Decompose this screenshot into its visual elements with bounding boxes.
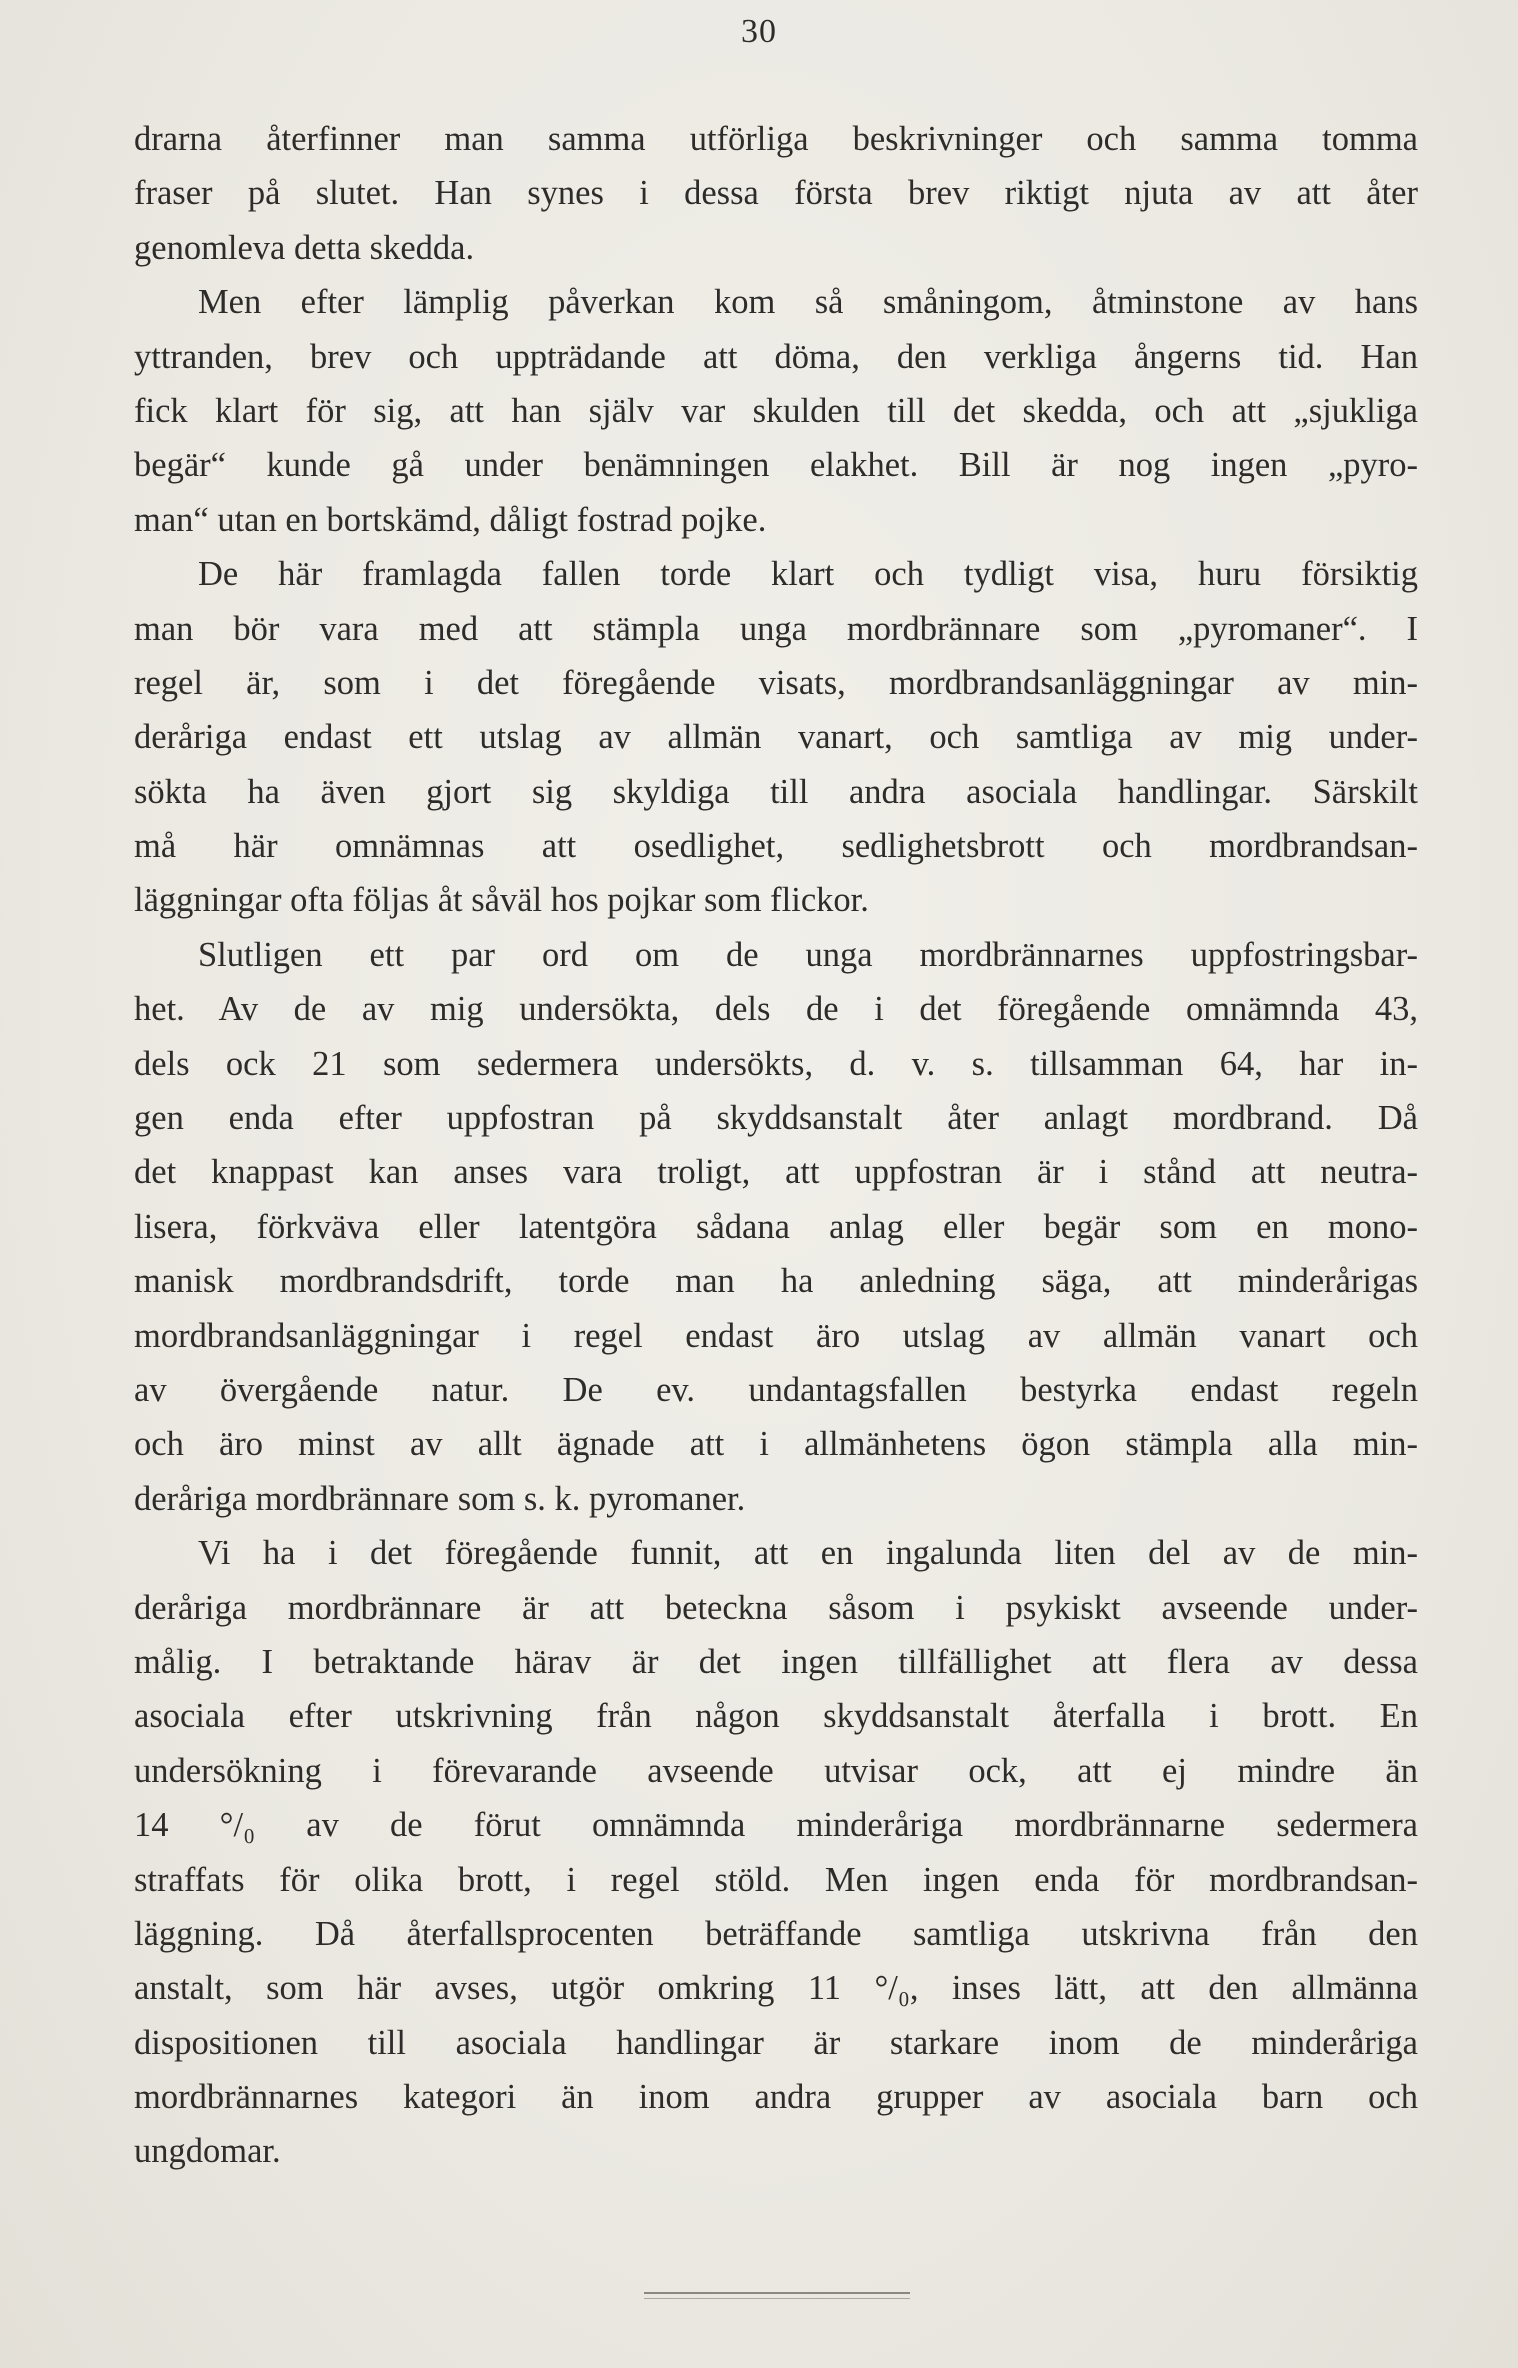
text-line: deråriga endast ett utslag av allmän vanart, och samtliga av mig under- — [134, 718, 1418, 757]
text-line: asociala efter utskrivning från någon skyddsanstalt återfalla i brott. En — [134, 1697, 1418, 1736]
text-line: drarna återfinner man samma utförliga beskrivninger och samma tomma — [134, 120, 1418, 158]
text-line: mordbrandsanläggningar i regel endast äro utslag av allmän vanart och — [134, 1316, 1418, 1355]
text-line: De här framlagda fallen torde klart och tydligt visa, huru försiktig — [198, 555, 1418, 594]
text-line: och äro minst av allt ägnade att i allmänhetens ögon stämpla alla min- — [134, 1425, 1418, 1464]
text-line: fick klart för sig, att han själv var skulden till det skedda, och att „sjukliga — [134, 391, 1418, 430]
text-line: målig. I betraktande härav är det ingen tillfällighet att flera av dessa — [134, 1642, 1418, 1681]
text-line: man bör vara med att stämpla unga mordbrännare som „pyromaner“. I — [134, 609, 1418, 648]
text-line: Vi ha i det föregående funnit, att en ingalunda liten del av de min- — [198, 1534, 1418, 1573]
text-line: deråriga mordbrännare är att beteckna såsom i psykiskt avseende under- — [134, 1588, 1418, 1627]
text-line: manisk mordbrandsdrift, torde man ha anledning säga, att minderårigas — [134, 1262, 1418, 1301]
text-line: må här omnämnas att osedlighet, sedlighetsbrott och mordbrandsan- — [134, 827, 1418, 866]
text-line: Men efter lämplig påverkan kom så småningom, åtminstone av hans — [198, 283, 1418, 322]
text-line: dels ock 21 som sedermera undersökts, d. v. s. tillsamman 64, har in- — [134, 1044, 1418, 1083]
text-line: 14 °/₀ av de förut omnämnda minderåriga mordbrännarne sedermera — [134, 1806, 1418, 1845]
text-line: läggningar ofta följas åt såväl hos pojkar som flickor. — [134, 881, 869, 920]
text-line: undersökning i förevarande avseende utvisar ock, att ej mindre än — [134, 1751, 1418, 1790]
text-line: dispositionen till asociala handlingar är starkare inom de minderåriga — [134, 2023, 1418, 2062]
text-line: genomleva detta skedda. — [134, 228, 475, 267]
text-line: Slutligen ett par ord om de unga mordbrännarnes uppfostringsbar- — [198, 935, 1418, 974]
text-line: regel är, som i det föregående visats, mordbrandsanläggningar av min- — [134, 663, 1418, 702]
text-line: det knappast kan anses vara troligt, att uppfostran är i stånd att neutra- — [134, 1153, 1418, 1192]
text-line: man“ utan en bortskämd, dåligt fostrad pojke. — [134, 500, 767, 539]
page-number: 30 — [741, 13, 777, 50]
text-line: fraser på slutet. Han synes i dessa första brev riktigt njuta av att åter — [134, 174, 1418, 213]
bottom-rule — [644, 2292, 910, 2299]
text-line: gen enda efter uppfostran på skyddsanstalt åter anlagt mordbrand. Då — [134, 1099, 1418, 1138]
text-line: het. Av de av mig undersökta, dels de i det föregående omnämnda 43, — [134, 990, 1418, 1029]
text-line: anstalt, som här avses, utgör omkring 11 °/₀, inses lätt, att den allmänna — [134, 1969, 1418, 2008]
text-line: begär“ kunde gå under benämningen elakhet. Bill är nog ingen „pyro- — [134, 446, 1418, 485]
body-text — [134, 112, 1418, 2179]
text-line: straffats för olika brott, i regel stöld. Men ingen enda för mordbrandsan- — [134, 1860, 1418, 1899]
text-line: lisera, förkväva eller latentgöra sådana anlag eller begär som en mono- — [134, 1207, 1418, 1246]
text-line: mordbrännarnes kategori än inom andra grupper av asociala barn och — [134, 2078, 1418, 2117]
text-line: deråriga mordbrännare som s. k. pyromaner. — [134, 1479, 746, 1518]
text-line: sökta ha även gjort sig skyldiga till andra asociala handlingar. Särskilt — [134, 772, 1418, 811]
text-line: yttranden, brev och uppträdande att döma, den verkliga ångerns tid. Han — [134, 337, 1418, 376]
text-line: av övergående natur. De ev. undantagsfallen bestyrka endast regeln — [134, 1370, 1418, 1409]
text-line: läggning. Då återfallsprocenten beträffande samtliga utskrivna från den — [134, 1914, 1418, 1953]
text-line: ungdomar. — [134, 2132, 281, 2171]
